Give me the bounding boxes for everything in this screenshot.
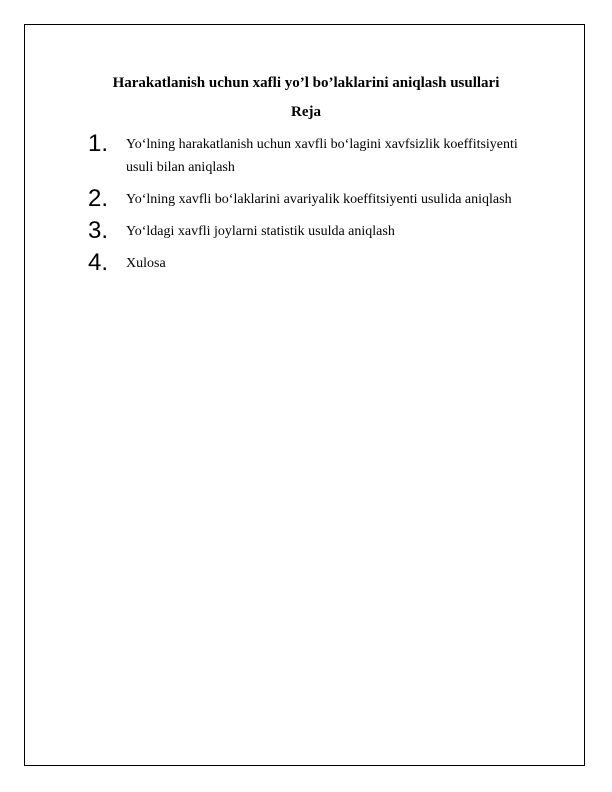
plan-item-3 — [88, 217, 528, 244]
plan-item-2 — [88, 185, 528, 212]
plan-list — [88, 130, 528, 284]
plan-item-4 — [88, 249, 528, 276]
plan-item-text: Yo‘lning harakatlanish uchun xavfli bo‘lagini xavfsizlik koeffitsiyenti usuli bilan aniqlash — [126, 137, 518, 175]
plan-item-text: Yo‘lning xavfli bo‘laklarini avariyalik koeffitsiyenti usulida aniqlash — [126, 192, 512, 207]
plan-item-number: 3. — [88, 217, 109, 244]
plan-item-text: Xulosa — [126, 256, 166, 271]
plan-item-number: 4. — [88, 249, 109, 276]
plan-item-1 — [88, 130, 528, 179]
plan-heading: Reja — [291, 104, 321, 120]
document-title: Harakatlanish uchun xafli yo’l bo’laklarini aniqlash usullari — [112, 75, 500, 91]
plan-item-text: Yo‘ldagi xavfli joylarni statistik usulda aniqlash — [126, 224, 395, 239]
plan-item-number: 2. — [88, 185, 109, 212]
plan-item-number: 1. — [88, 130, 109, 157]
